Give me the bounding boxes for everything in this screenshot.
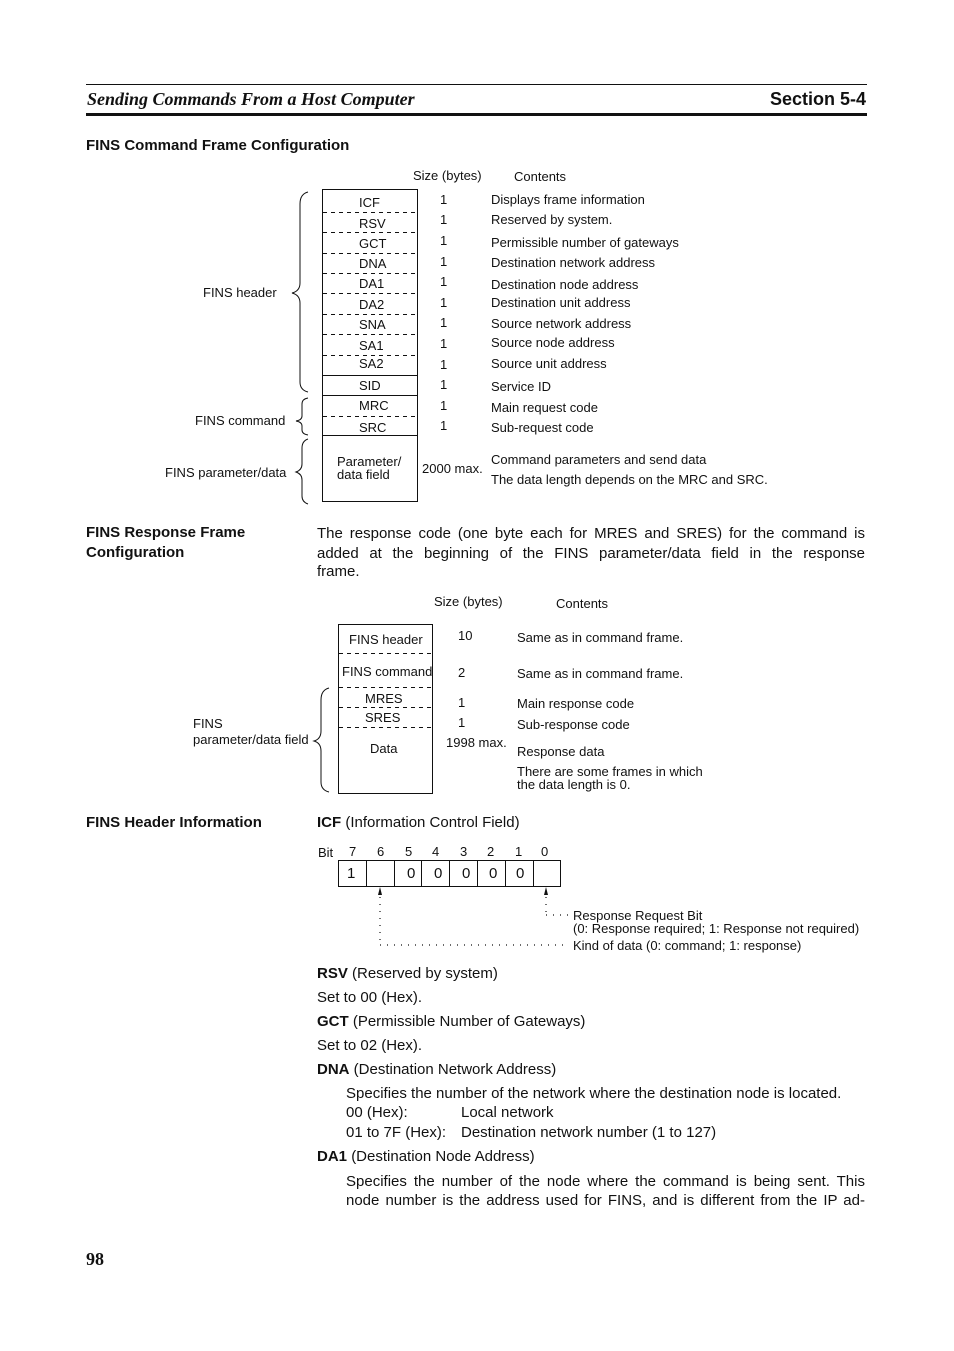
cmd-desc-sa1: Source node address <box>491 335 615 350</box>
resp-field-sres: SRES <box>365 710 401 725</box>
resp-desc-sres: Sub-response code <box>517 717 630 732</box>
icf-note-1: Response Request Bit <box>573 908 703 923</box>
dna-title: DNA <box>317 1061 350 1078</box>
resp-col-contents: Contents <box>556 596 609 611</box>
bit-value-5: 0 <box>407 865 416 882</box>
rsv-title: RSV <box>317 965 348 982</box>
cmd-desc-sa2: Source unit address <box>491 356 607 371</box>
cmd-size-src: 1 <box>440 418 448 433</box>
gct-text: Set to 02 (Hex). <box>317 1037 423 1054</box>
resp-field-data: Data <box>370 741 398 756</box>
resp-frame-para-3: frame. <box>317 563 360 580</box>
cmd-size-sid: 1 <box>440 377 448 392</box>
cmd-group-command: FINS command <box>195 413 286 428</box>
resp-desc-command: Same as in command frame. <box>517 666 684 681</box>
resp-data-note-1: There are some frames in which <box>517 764 703 779</box>
dna-opt2-val: Destination network number (1 to 127) <box>461 1124 717 1141</box>
cmd-desc-mrc: Main request code <box>491 400 598 415</box>
bit-value-3: 0 <box>462 865 471 882</box>
bit-num-4: 4 <box>432 844 440 859</box>
icf-title-line <box>317 814 520 831</box>
cmd-desc-gct: Permissible number of gateways <box>491 235 679 250</box>
icf-note-2: (0: Response required; 1: Response not required) <box>573 921 860 936</box>
cmd-field-sa2: SA2 <box>359 356 384 371</box>
cmd-frame-heading: FINS Command Frame Configuration <box>86 137 350 154</box>
dna-opt1-val: Local network <box>461 1104 554 1121</box>
resp-frame-heading-1: FINS Response Frame <box>86 524 246 541</box>
cmd-size-sa2: 1 <box>440 357 448 372</box>
cmd-size-rsv: 1 <box>440 212 448 227</box>
cmd-size-mrc: 1 <box>440 398 448 413</box>
bit-num-6: 6 <box>377 844 385 859</box>
bit-num-3: 3 <box>460 844 468 859</box>
bit-value-7: 1 <box>347 865 356 882</box>
rsv-subtitle: (Reserved by system) <box>352 965 498 982</box>
da1-text-2: node number is the address used for FINS, and is different from the IP ad- <box>346 1192 865 1209</box>
cmd-field-da1: DA1 <box>359 276 385 291</box>
cmd-field-sa1: SA1 <box>359 338 384 353</box>
gct-title: GCT <box>317 1013 349 1030</box>
cmd-field-sna: SNA <box>359 317 386 332</box>
bit-num-7: 7 <box>349 844 357 859</box>
cmd-col-contents: Contents <box>514 169 567 184</box>
cmd-size-dna: 1 <box>440 254 448 269</box>
cmd-field-dna: DNA <box>359 256 387 271</box>
cmd-field-mrc: MRC <box>359 398 389 413</box>
icf-subtitle: (Information Control Field) <box>345 814 520 831</box>
icf-note-3: Kind of data (0: command; 1: response) <box>573 938 802 953</box>
cmd-size-param: 2000 max. <box>422 461 483 476</box>
cmd-desc-src: Sub-request code <box>491 420 594 435</box>
resp-desc-data: Response data <box>517 744 605 759</box>
resp-field-command: FINS command <box>342 664 433 679</box>
dna-opt1-key: 00 (Hex): <box>346 1104 408 1121</box>
bit-value-1: 0 <box>516 865 525 882</box>
cmd-desc-rsv: Reserved by system. <box>491 212 613 227</box>
resp-group-label-2: parameter/data field <box>193 732 309 747</box>
bit-num-0: 0 <box>541 844 549 859</box>
dna-subtitle: (Destination Network Address) <box>353 1061 557 1078</box>
cmd-group-param: FINS parameter/data <box>165 465 287 480</box>
cmd-desc-icf: Displays frame information <box>491 192 645 207</box>
bit-value-4: 0 <box>434 865 443 882</box>
cmd-size-sna: 1 <box>440 315 448 330</box>
cmd-field-da2: DA2 <box>359 297 385 312</box>
cmd-size-sa1: 1 <box>440 336 448 351</box>
resp-size-header: 10 <box>458 628 473 643</box>
cmd-field-param-1: Parameter/ <box>337 454 402 469</box>
resp-size-data: 1998 max. <box>446 735 507 750</box>
rsv-text: Set to 00 (Hex). <box>317 989 423 1006</box>
cmd-col-size: Size (bytes) <box>413 168 482 183</box>
bit-num-1: 1 <box>515 844 523 859</box>
cmd-desc-dna: Destination network address <box>491 255 656 270</box>
cmd-desc-sid: Service ID <box>491 379 551 394</box>
cmd-size-da1: 1 <box>440 274 448 289</box>
da1-title-line <box>317 1148 535 1165</box>
resp-data-note-2: the data length is 0. <box>517 777 631 792</box>
cmd-field-param-2: data field <box>337 467 390 482</box>
bit-label: Bit <box>318 845 334 860</box>
header-info-heading: FINS Header Information <box>86 814 262 831</box>
cmd-size-da2: 1 <box>440 295 448 310</box>
dna-text: Specifies the number of the network where the destination node is located. <box>346 1085 842 1102</box>
resp-size-command: 2 <box>458 665 466 680</box>
dna-opt2-key: 01 to 7F (Hex): <box>346 1124 447 1141</box>
resp-group-label-1: FINS <box>193 716 223 731</box>
cmd-size-gct: 1 <box>440 233 448 248</box>
rsv-title-line <box>317 965 498 982</box>
cmd-desc-da1: Destination node address <box>491 277 639 292</box>
cmd-field-icf: ICF <box>359 195 380 210</box>
resp-field-header: FINS header <box>349 632 423 647</box>
da1-title: DA1 <box>317 1148 348 1165</box>
icf-title: ICF <box>317 814 342 831</box>
cmd-desc-param-1: Command parameters and send data <box>491 452 707 467</box>
cmd-field-sid: SID <box>359 378 381 393</box>
cmd-group-header: FINS header <box>203 285 277 300</box>
cmd-field-rsv: RSV <box>359 216 386 231</box>
page-header-section: Section 5-4 <box>769 89 866 109</box>
cmd-desc-da2: Destination unit address <box>491 295 631 310</box>
resp-frame-heading-2: Configuration <box>86 544 185 561</box>
cmd-desc-param-2: The data length depends on the MRC and SRC. <box>491 472 768 487</box>
dna-title-line <box>317 1061 556 1078</box>
resp-desc-mres: Main response code <box>517 696 635 711</box>
page-header-title: Sending Commands From a Host Computer <box>87 89 415 109</box>
gct-subtitle: (Permissible Number of Gateways) <box>352 1013 586 1030</box>
resp-frame-para-1: The response code (one byte each for MRES and SRES) for the command is <box>317 525 865 542</box>
cmd-field-src: SRC <box>359 420 387 435</box>
gct-title-line <box>317 1013 585 1030</box>
cmd-size-icf: 1 <box>440 192 448 207</box>
da1-subtitle: (Destination Node Address) <box>351 1148 535 1165</box>
resp-desc-header: Same as in command frame. <box>517 630 684 645</box>
resp-size-sres: 1 <box>458 715 466 730</box>
resp-col-size: Size (bytes) <box>434 594 503 609</box>
cmd-field-gct: GCT <box>359 236 387 251</box>
bit-value-2: 0 <box>489 865 498 882</box>
resp-frame-para-2: added at the beginning of the FINS parameter/data field in the response <box>317 545 865 562</box>
resp-size-mres: 1 <box>458 695 466 710</box>
cmd-desc-sna: Source network address <box>491 316 632 331</box>
resp-field-mres: MRES <box>365 691 403 706</box>
page-number: 98 <box>86 1249 104 1269</box>
da1-text-1: Specifies the number of the node where the command is being sent. This <box>346 1173 865 1190</box>
bit-num-5: 5 <box>405 844 413 859</box>
bit-num-2: 2 <box>487 844 495 859</box>
